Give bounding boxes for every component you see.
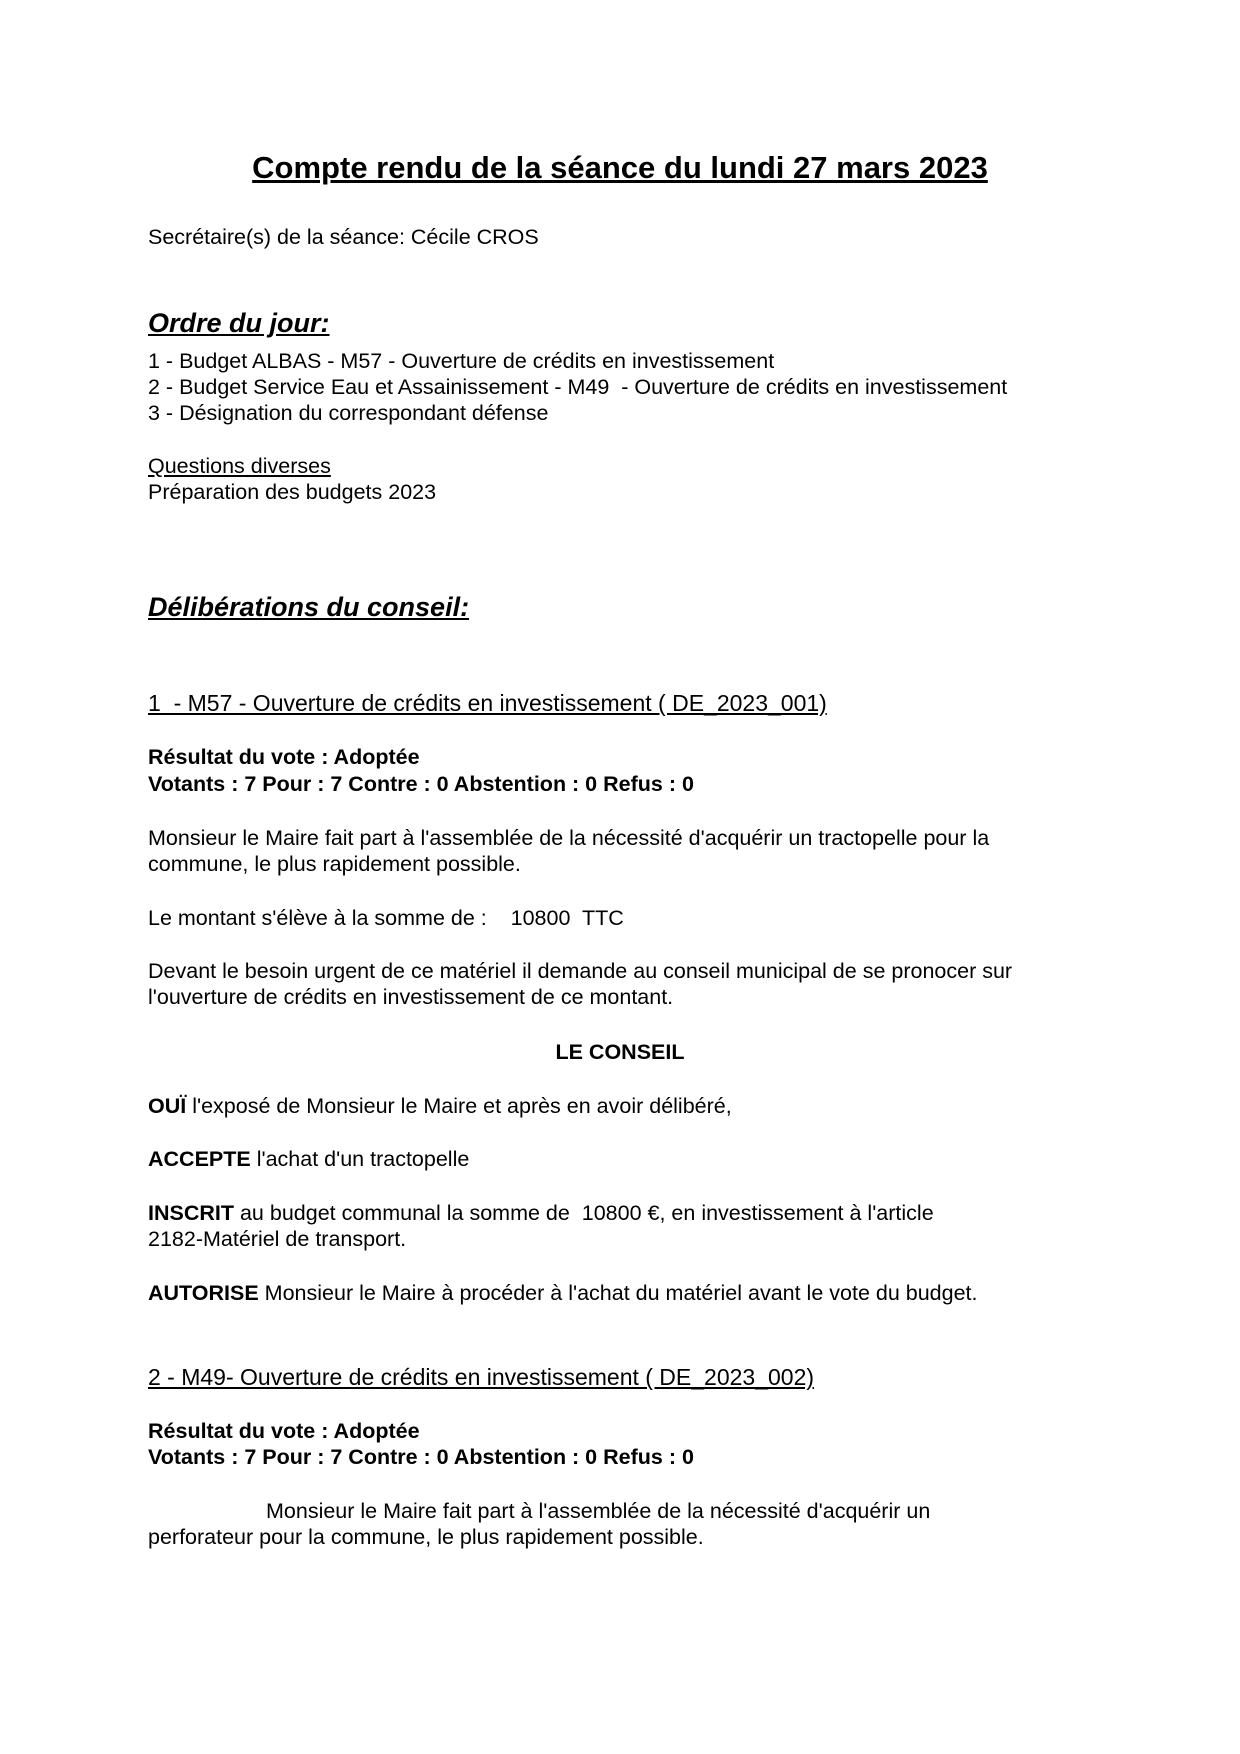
deliberation-1-vote-result: Résultat du vote : Adoptée [148, 745, 420, 769]
decision-keyword: INSCRIT [148, 1201, 234, 1225]
decision-text: au budget communal la somme de 10800 €, en investissement à l'article [234, 1201, 934, 1225]
deliberation-2-vote-counts: Votants : 7 Pour : 7 Contre : 0 Abstention : 0 Refus : 0 [148, 1445, 694, 1469]
decision-accepte [148, 1146, 469, 1172]
decision-oui [148, 1093, 732, 1119]
decision-text: l'achat d'un tractopelle [250, 1147, 470, 1171]
deliberation-1-vote-counts: Votants : 7 Pour : 7 Contre : 0 Abstention : 0 Refus : 0 [148, 772, 694, 796]
deliberation-2-vote-result: Résultat du vote : Adoptée [148, 1419, 420, 1443]
decision-keyword: AUTORISE [148, 1281, 259, 1305]
decision-keyword: ACCEPTE [148, 1147, 251, 1171]
deliberation-1-title: 1 - M57 - Ouverture de crédits en investissement ( DE_2023_001) [148, 690, 827, 716]
deliberation-2-paragraph-line: Monsieur le Maire fait part à l'assemblée de la nécessité d'acquérir un [266, 1499, 931, 1523]
agenda-heading: Ordre du jour: [148, 308, 330, 338]
secretary-line: Secrétaire(s) de la séance: Cécile CROS [148, 225, 539, 249]
agenda-item: 3 - Désignation du correspondant défense [148, 401, 549, 425]
decision-inscrit [148, 1200, 934, 1226]
decision-text: Monsieur le Maire à procéder à l'achat du matériel avant le vote du budget. [258, 1281, 978, 1305]
deliberation-2-title: 2 - M49- Ouverture de crédits en investissement ( DE_2023_002) [148, 1364, 815, 1390]
decision-autorise [148, 1280, 978, 1306]
deliberation-1-amount: Le montant s'élève à la somme de : 10800 TTC [148, 906, 624, 930]
agenda-item: 1 - Budget ALBAS - M57 - Ouverture de crédits en investissement [148, 349, 775, 373]
agenda-item: 2 - Budget Service Eau et Assainissement - M49 - Ouverture de crédits en investissement [148, 375, 1008, 399]
deliberation-1-paragraph-line: Devant le besoin urgent de ce matériel il demande au conseil municipal de se pronocer sur [148, 959, 1013, 983]
misc-questions-heading: Questions diverses [148, 454, 331, 478]
deliberation-1-paragraph-line: Monsieur le Maire fait part à l'assemblée de la nécessité d'acquérir un tractopelle pour la [148, 826, 990, 850]
deliberation-1-paragraph-line: l'ouverture de crédits en investissement de ce montant. [148, 985, 674, 1009]
deliberation-1-paragraph-line: commune, le plus rapidement possible. [148, 852, 521, 876]
deliberation-2-paragraph-line: perforateur pour la commune, le plus rapidement possible. [148, 1525, 704, 1549]
decision-keyword: OUÏ [148, 1094, 187, 1118]
decision-text: l'exposé de Monsieur le Maire et après en avoir délibéré, [186, 1094, 732, 1118]
misc-question-item: Préparation des budgets 2023 [148, 480, 437, 504]
decision-inscrit-continued: 2182-Matériel de transport. [148, 1227, 407, 1251]
council-heading: LE CONSEIL [555, 1040, 685, 1064]
deliberations-heading: Délibérations du conseil: [148, 592, 470, 622]
document-title: Compte rendu de la séance du lundi 27 mars 2023 [252, 150, 988, 185]
